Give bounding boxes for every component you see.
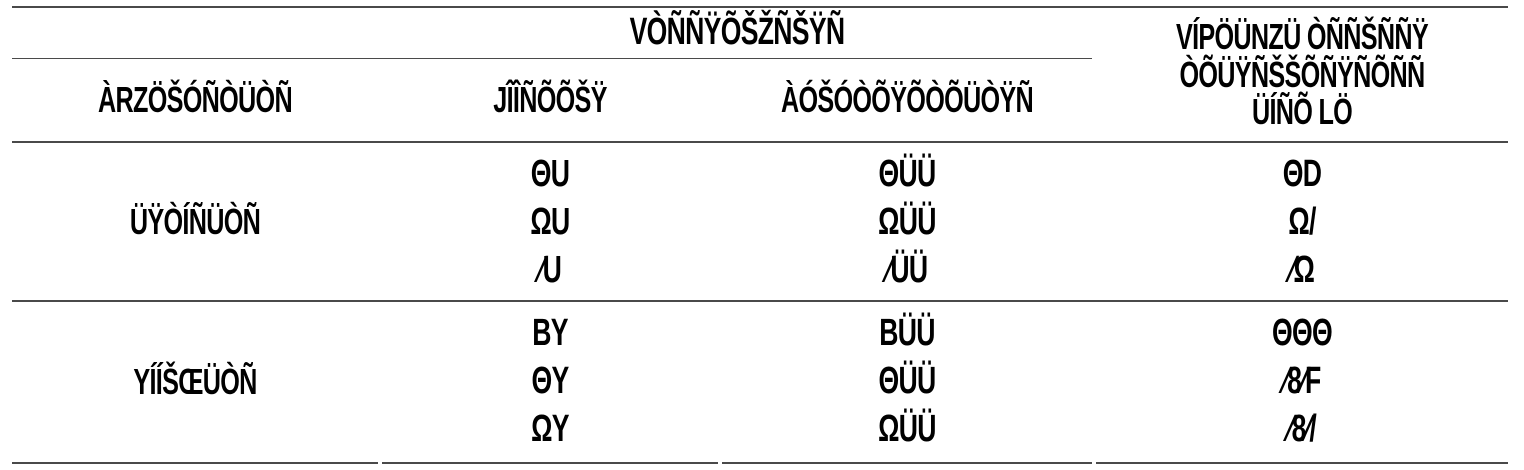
header-right-label-line-1: VÍPÖÜNZÜ ÒÑÑŠÑÑŸ	[1175, 15, 1429, 57]
table-cell-g1-r2-b: ΩÜÜ	[878, 201, 936, 244]
bottom-rule-4	[1096, 462, 1508, 464]
table-cell-g1-r3-c: ⁄Ω	[1289, 249, 1315, 292]
group-2-label: YÍÍŠŒÜÒÑ	[133, 361, 257, 403]
group-1-label: ÜŸÒÍÑÜÒÑ	[129, 200, 261, 242]
table-cell-g2-r1-a: BY	[532, 312, 568, 355]
table-cell-g2-r2-c: ⁄8⁄F	[1283, 360, 1321, 403]
table-cell-g2-r1-b: BÜÜ	[879, 312, 935, 355]
table-cell-g1-r1-c: ΘD	[1282, 153, 1322, 196]
header-col3-label: ÀÓŠÓÒÕŸÕÒÕÜÒŸÑ	[780, 79, 1034, 121]
group-header-rule	[12, 58, 1092, 59]
header-group-label: VÒÑÑŸÕŠŽÑŠŸÑ	[629, 11, 845, 54]
header-right-label-line-2: ÒÕÜŸÑŠŠÕÑŸÑÕÑÑ	[1179, 53, 1425, 95]
table-cell-g2-r2-b: ΘÜÜ	[878, 360, 936, 403]
bottom-rule-1	[12, 462, 378, 464]
header-right-label-line-3: ÜÍÑÕ LÖ	[1251, 91, 1353, 133]
bottom-rule-3	[722, 462, 1092, 464]
table-cell-g2-r1-c: ΘΘΘ	[1272, 312, 1332, 355]
table-cell-g1-r2-a: ΩU	[530, 201, 570, 244]
header-col1-label: ÀRZÖŠÓÑÒÜÒÑ	[98, 79, 292, 121]
table-cell-g1-r2-c: Ω/	[1288, 201, 1316, 244]
table-cell-g1-r3-a: ⁄U	[538, 249, 562, 292]
table-cell-g1-r1-a: ΘU	[530, 153, 570, 196]
header-col2-label: JÎÎÑÕÕŠŸ	[493, 79, 607, 121]
table-cell-g2-r2-a: ΘY	[531, 360, 569, 403]
bottom-rule-2	[382, 462, 718, 464]
table-cell-g1-r3-b: ⁄ÜÜ	[886, 249, 928, 292]
table-cell-g2-r3-b: ΩÜÜ	[878, 408, 936, 451]
table-cell-g2-r3-a: ΩY	[531, 408, 569, 451]
table-cell-g2-r3-c: ⁄8⁄/	[1287, 408, 1317, 451]
table-cell-g1-r1-b: ΘÜÜ	[878, 153, 936, 196]
header-right-label	[1158, 8, 1446, 141]
